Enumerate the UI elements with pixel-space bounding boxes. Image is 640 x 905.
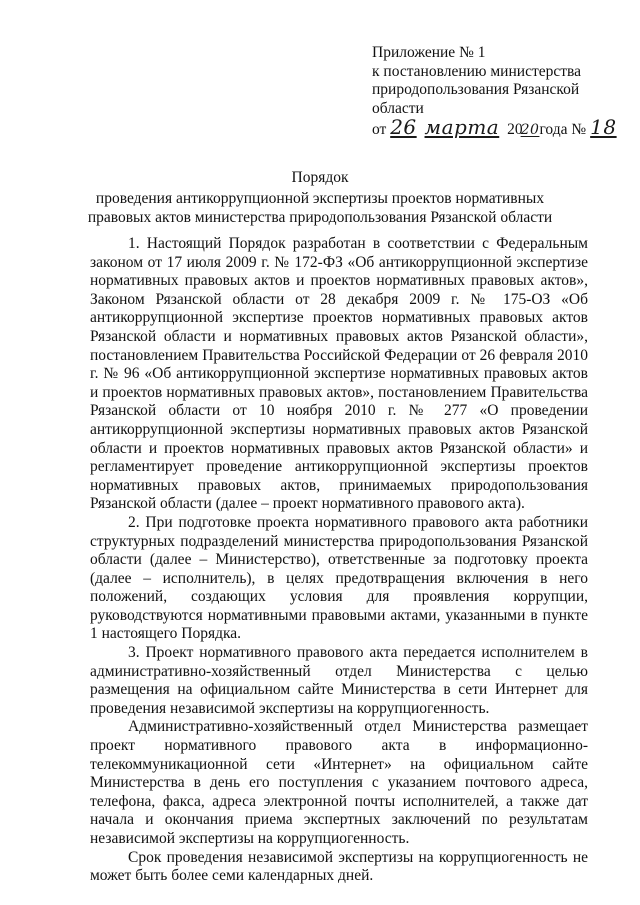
paragraph-4: Административно-хозяйственный отдел Министерства размещает проект нормативного правового акта в информационно-телекоммуникационной сети «Интернет» на официальном сайте Министерства в день его поступления с указанием почтового адреса, телефона, факса, адреса электронной почты исполнителей, а также дат начала и окончания приема экспертных заключений по результатам независимой экспертизы на коррупциогенность. <box>90 718 588 847</box>
appendix-header <box>372 44 617 140</box>
handwritten-date-month: марта <box>424 115 500 139</box>
appendix-line-3: природопользования Рязанской <box>372 81 580 98</box>
handwritten-year-suffix: 20 <box>520 122 540 138</box>
handwritten-date-day: 26 <box>390 115 417 139</box>
paragraph-5: Срок проведения независимой экспертизы на коррупциогенность не может быть более семи календарных дней. <box>90 848 588 885</box>
year-word: года <box>539 121 568 138</box>
paragraph-2: 2. При подготовке проекта нормативного правового акта работники структурных подразделений министерства природопользования Рязанской области (далее – Министерство), ответственные за подготовку проекта (далее – исполнитель), в целях предотвращения включения в него положений, создающих условия для проявления коррупции, руководствуются нормативными правовыми актами, указанными в пункте 1 настоящего Порядка. <box>90 513 588 643</box>
appendix-date-line <box>372 115 617 140</box>
paragraph-3: 3. Проект нормативного правового акта передается исполнителем в административно-хозяйственный отдел Министерства с целью размещения на официальном сайте Министерства в сети Интернет для проведения независимой экспертизы на коррупциогенность. <box>90 644 588 717</box>
number-sign: № <box>571 121 587 138</box>
year-prefix: 20 <box>507 121 523 138</box>
date-prefix: от <box>372 121 387 138</box>
handwritten-number: 18 <box>590 115 617 139</box>
appendix-line-1: Приложение № 1 <box>372 44 486 61</box>
document-title <box>0 168 640 227</box>
title-line-3: правовых актов министерства природопользования Рязанской области <box>87 209 553 226</box>
document-body <box>90 235 588 886</box>
title-line-2: проведения антикоррупционной экспертизы проектов нормативных <box>95 190 545 207</box>
appendix-line-4: области <box>372 99 424 117</box>
title-line-1: Порядок <box>291 169 349 186</box>
paragraph-1: 1. Настоящий Порядок разработан в соответствии с Федеральным законом от 17 июля 2009 г. № 172-ФЗ «Об антикоррупционной экспертизе нормативных правовых актов и проектов нормативных правовых актов», Законом Рязанской области от 28 декабря 2009 г. № 175-ОЗ «Об антикоррупционной экспертизе проектов нормативных правовых актов Рязанской области и нормативных правовых актов Рязанской области», постановлением Правительства Российской Федерации от 26 февраля 2010 г. № 96 «Об антикоррупционной экспертизе нормативных правовых актов и проектов нормативных правовых актов», постановлением Правительства Рязанской области от 10 ноября 2010 г. № 277 «О проведении антикоррупционной экспертизы нормативных правовых актов Рязанской области и проектов нормативных правовых актов Рязанской области» и регламентирует проведение антикоррупционной экспертизы проектов нормативных правовых актов, принимаемых природопользования Рязанской области (далее – проект нормативного правового акта). <box>90 235 588 513</box>
appendix-line-2: к постановлению министерства <box>372 62 582 80</box>
